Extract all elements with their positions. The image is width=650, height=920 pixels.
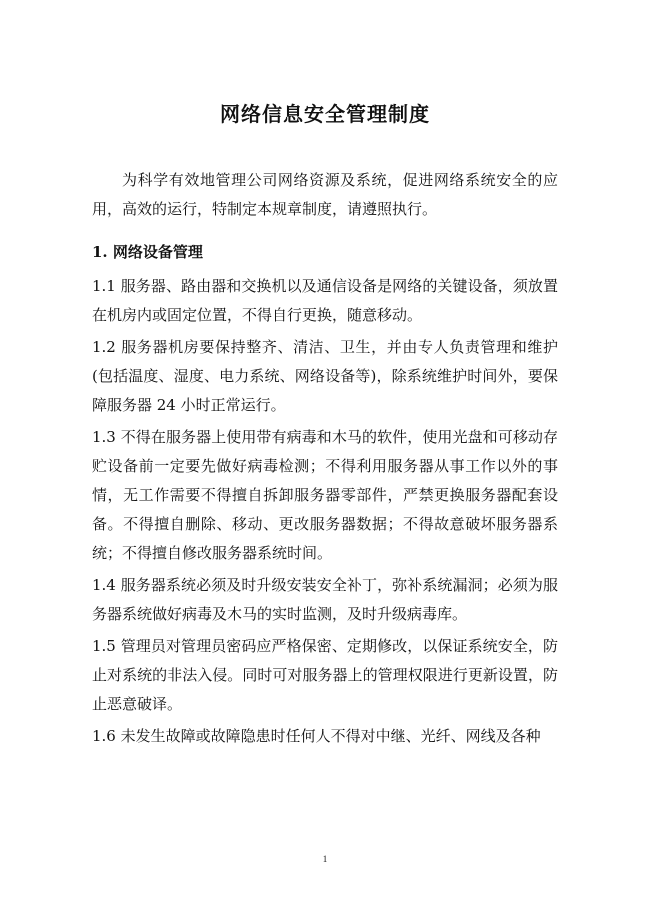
document-title: 网络信息安全管理制度 [220,102,430,126]
page-number: 1 [322,854,328,864]
document-body [92,166,558,754]
clause-1-1: 1.1 服务器、路由器和交换机以及通信设备是网络的关键设备，须放置在机房内或固定位置，不得自行更换，随意移动。 [92,277,558,324]
clause-1-2: 1.2 服务器机房要保持整齐、清洁、卫生，并由专人负责管理和维护(包括温度、湿度、电力系统、网络设备等)，除系统维护时间外，要保障服务器 24 小时正常运行。 [92,338,558,414]
clause-1-6: 1.6 未发生故障或故障隐患时任何人不得对中继、光纤、网线及各种 [92,727,541,745]
section-heading: 1. 网络设备管理 [92,243,203,261]
clause-1-3: 1.3 不得在服务器上使用带有病毒和木马的软件，使用光盘和可移动存贮设备前一定要先做好病毒检测；不得利用服务器从事工作以外的事情，无工作需要不得擅自拆卸服务器零部件，严禁更换服务器配套设备。不得擅自删除、移动、更改服务器数据；不得故意破坏服务器系统；不得擅自修改服务器系统时间。 [92,428,558,562]
intro-paragraph: 为科学有效地管理公司网络资源及系统，促进网络系统安全的应用，高效的运行，特制定本规章制度，请遵照执行。 [92,171,558,218]
clause-1-5: 1.5 管理员对管理员密码应严格保密、定期修改，以保证系统安全，防止对系统的非法入侵。同时可对服务器上的管理权限进行更新设置，防止恶意破译。 [92,637,558,713]
clause-1-4: 1.4 服务器系统必须及时升级安装安全补丁，弥补系统漏洞；必须为服务器系统做好病毒及木马的实时监测，及时升级病毒库。 [92,576,558,623]
